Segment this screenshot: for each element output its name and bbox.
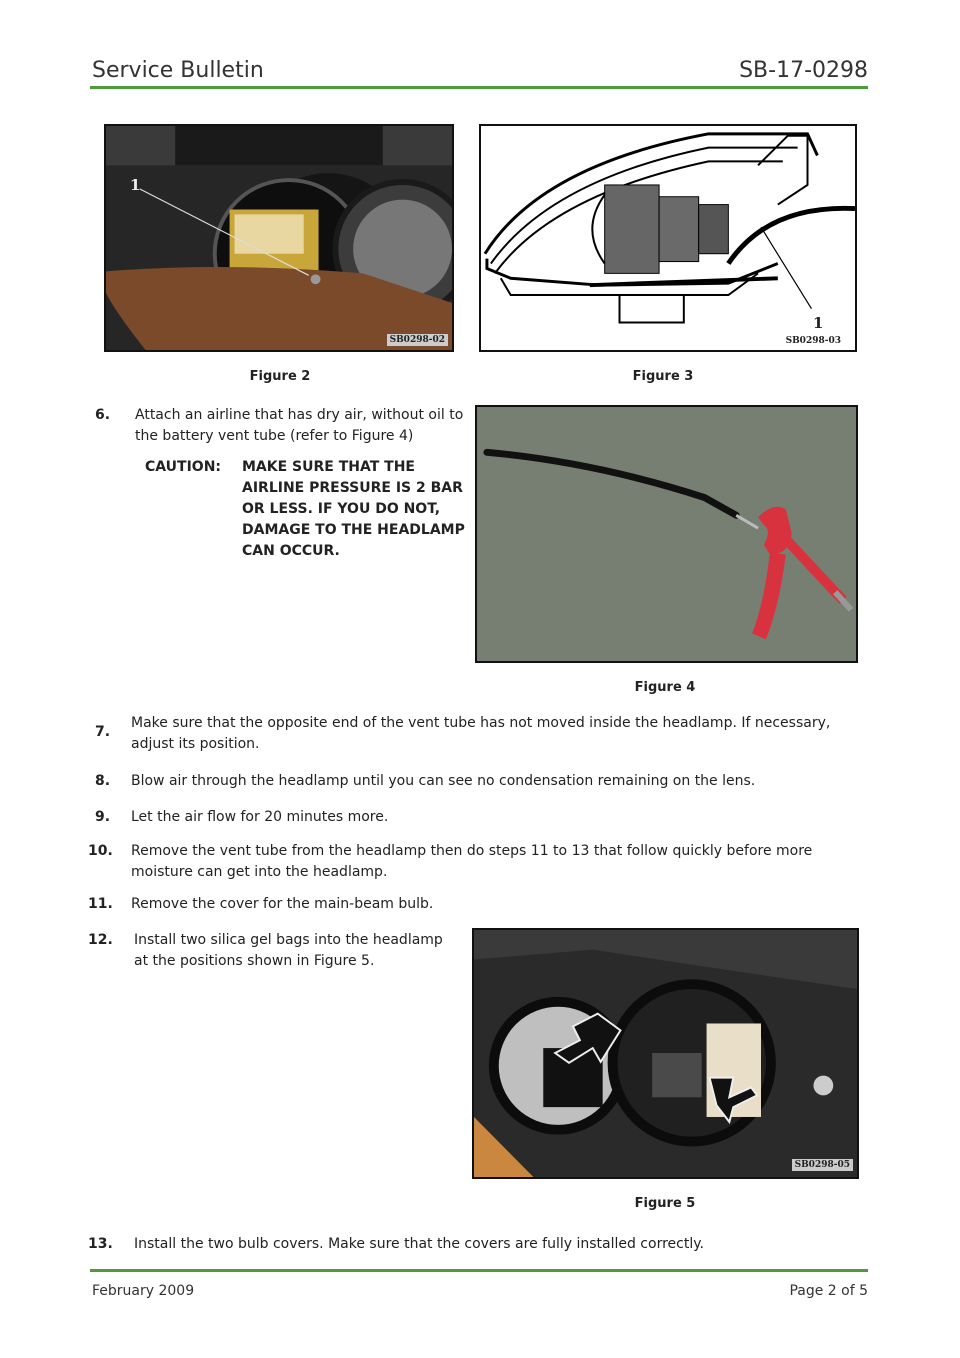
figure-2-caption: Figure 2 <box>249 369 311 384</box>
figure-3-code: SB0298-03 <box>785 336 841 346</box>
figure-4-photo <box>475 405 858 663</box>
figure-2-photo <box>104 124 454 352</box>
figure-2-code: SB0298-02 <box>387 334 448 346</box>
header-rule <box>90 86 868 89</box>
caution-text: MAKE SURE THAT THE AIRLINE PRESSURE IS 2 BAR OR LESS. IF YOU DO NOT, DAMAGE TO THE HEADLAMP CAN OCCUR. <box>242 459 465 559</box>
step-text: Attach an airline that has dry air, without oil to the battery vent tube (refer to Figure 4) <box>135 407 464 444</box>
step-text: Remove the vent tube from the headlamp then do steps 11 to 13 that follow quickly before more moisture can get into the headlamp. <box>131 843 813 880</box>
step-number: 7. <box>95 724 111 740</box>
step-text: Install two silica gel bags into the headlamp at the positions shown in Figure 5. <box>134 932 443 969</box>
step-text: Make sure that the opposite end of the vent tube has not moved inside the headlamp. If necessary, adjust its position. <box>131 715 831 752</box>
figure-5-caption: Figure 5 <box>634 1196 696 1211</box>
step-text: Remove the cover for the main-beam bulb. <box>131 896 434 912</box>
header-title: Service Bulletin <box>92 58 264 83</box>
step-number: 13. <box>88 1236 113 1252</box>
step-text: Blow air through the headlamp until you can see no condensation remaining on the lens. <box>131 773 756 789</box>
figure-5-code: SB0298-05 <box>792 1159 853 1171</box>
footer-page-number: Page 2 of 5 <box>789 1283 868 1299</box>
step-number: 6. <box>95 407 111 423</box>
figure-2-callout: 1 <box>130 176 141 194</box>
step-number: 8. <box>95 773 111 789</box>
step-number: 9. <box>95 809 111 825</box>
step-text: Let the air flow for 20 minutes more. <box>131 809 389 825</box>
caution-label: CAUTION: <box>145 459 222 475</box>
step-number: 12. <box>88 932 113 948</box>
step-number: 11. <box>88 896 113 912</box>
figure-3-diagram <box>479 124 857 352</box>
step-number: 10. <box>88 843 113 859</box>
bulletin-code: SB-17-0298 <box>739 58 868 83</box>
footer-rule <box>90 1269 868 1272</box>
figure-5-photo <box>472 928 859 1179</box>
figure-4-caption: Figure 4 <box>634 680 696 695</box>
step-text: Install the two bulb covers. Make sure that the covers are fully installed correctly. <box>134 1236 704 1252</box>
figure-3-caption: Figure 3 <box>632 369 694 384</box>
figure-3-callout: 1 <box>813 314 824 332</box>
footer-date: February 2009 <box>92 1283 195 1299</box>
